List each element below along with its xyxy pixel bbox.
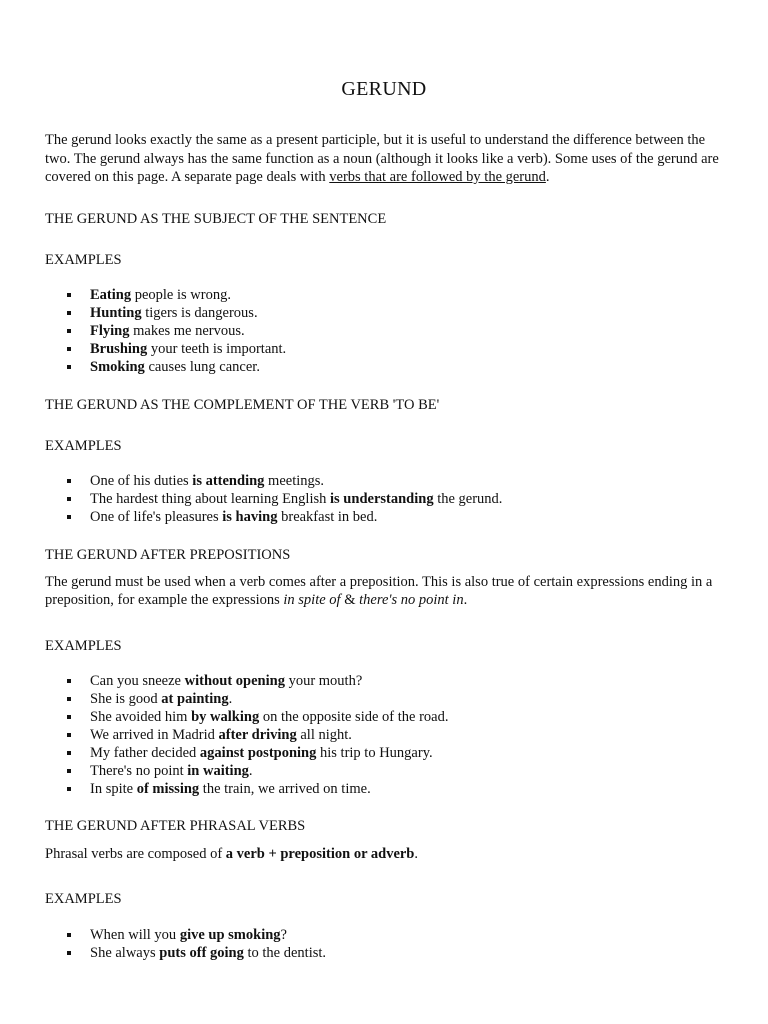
examples-label-complement: EXAMPLES (45, 438, 122, 454)
list-item: She always puts off going to the dentist. (45, 944, 725, 962)
prepositions-paragraph: The gerund must be used when a verb comes after a preposition. This is also true of certain expressions ending in a preposition, for example the expressions in spite of & there's no point in. (45, 574, 713, 608)
list-item: She is good at painting. (45, 690, 725, 708)
bullet-icon (67, 787, 71, 791)
examples-list-complement (45, 472, 725, 526)
examples-list-prepositions (45, 672, 725, 798)
section-heading-phrasal: THE GERUND AFTER PHRASAL VERBS (45, 818, 306, 834)
list-item: My father decided against postponing his trip to Hungary. (45, 744, 725, 762)
examples-label-prepositions: EXAMPLES (45, 638, 122, 654)
list-item: Smoking causes lung cancer. (45, 358, 725, 376)
bullet-icon (67, 769, 71, 773)
bullet-icon (67, 479, 71, 483)
bullet-icon (67, 951, 71, 955)
intro-paragraph (45, 131, 725, 187)
bullet-icon (67, 329, 71, 333)
bullet-icon (67, 515, 71, 519)
bullet-icon (67, 311, 71, 315)
list-item: Brushing your teeth is important. (45, 340, 725, 358)
section-heading-prepositions: THE GERUND AFTER PREPOSITIONS (45, 547, 291, 563)
bullet-icon (67, 679, 71, 683)
list-item: Hunting tigers is dangerous. (45, 304, 725, 322)
list-item: One of life's pleasures is having breakfast in bed. (45, 508, 725, 526)
gerund-verbs-link[interactable]: verbs that are followed by the gerund (329, 169, 546, 185)
examples-label-phrasal: EXAMPLES (45, 891, 122, 907)
list-item: The hardest thing about learning English is understanding the gerund. (45, 490, 725, 508)
bullet-icon (67, 733, 71, 737)
list-item: She avoided him by walking on the opposite side of the road. (45, 708, 725, 726)
bullet-icon (67, 697, 71, 701)
list-item: When will you give up smoking? (45, 926, 725, 944)
intro-text-end: . (545, 169, 550, 185)
examples-list-subject (45, 286, 725, 376)
list-item: In spite of missing the train, we arrived on time. (45, 780, 725, 798)
bullet-icon (67, 293, 71, 297)
list-item: We arrived in Madrid after driving all night. (45, 726, 725, 744)
bullet-icon (67, 497, 71, 501)
section-heading-complement: THE GERUND AS THE COMPLEMENT OF THE VERB 'TO BE' (45, 397, 440, 413)
list-item: Can you sneeze without opening your mouth? (45, 672, 725, 690)
bullet-icon (67, 347, 71, 351)
bullet-icon (67, 933, 71, 937)
examples-list-phrasal (45, 926, 725, 962)
section-heading-subject: THE GERUND AS THE SUBJECT OF THE SENTENCE (45, 211, 387, 227)
list-item: There's no point in waiting. (45, 762, 725, 780)
list-item: One of his duties is attending meetings. (45, 472, 725, 490)
phrasal-paragraph: Phrasal verbs are composed of a verb + preposition or adverb. (45, 846, 418, 862)
bullet-icon (67, 751, 71, 755)
bullet-icon (67, 365, 71, 369)
list-item: Flying makes me nervous. (45, 322, 725, 340)
examples-label-subject: EXAMPLES (45, 252, 122, 268)
list-item: Eating people is wrong. (45, 286, 725, 304)
bullet-icon (67, 715, 71, 719)
page-title: GERUND (341, 78, 427, 100)
intro-text: The gerund looks exactly the same as a present participle, but it is useful to understand the difference between the two. The gerund always has the same function as a noun (although it looks like a verb). Some uses of the gerund are covered on this page. A separate page deals with (45, 132, 719, 185)
